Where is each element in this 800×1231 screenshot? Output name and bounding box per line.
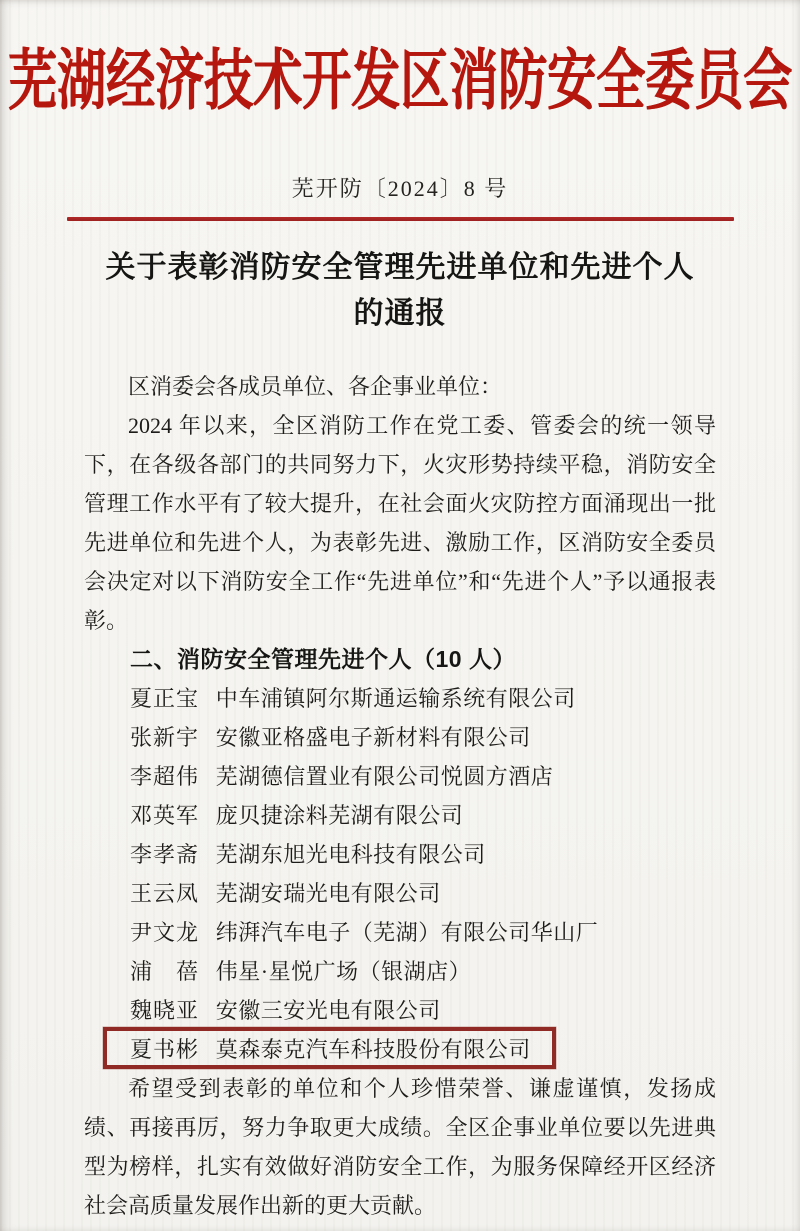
awardee-company: 中车浦镇阿尔斯通运输系统有限公司 (215, 686, 576, 711)
awardee-name: 邓英军 (130, 803, 200, 828)
awardee-list (84, 679, 716, 1069)
red-rule-divider (67, 217, 734, 221)
document-number: 芜开防〔2024〕8 号 (291, 176, 509, 201)
awardee-name: 李孝斋 (130, 842, 200, 867)
awardee-row (130, 952, 471, 991)
awardee-company: 芜湖安瑞光电有限公司 (215, 881, 441, 906)
awardee-row (130, 991, 441, 1030)
awardee-row (130, 796, 463, 835)
awardee-company: 芜湖东旭光电科技有限公司 (215, 842, 486, 867)
awardee-row (130, 874, 441, 913)
awardee-name: 魏晓亚 (130, 998, 200, 1023)
awardee-row (130, 679, 576, 718)
notice-title-line2: 的通报 (353, 297, 447, 330)
salutation: 区消委会各成员单位、各企事业单位： (128, 374, 503, 399)
letterhead-title: 芜湖经济技术开发区消防安全委员会 (7, 43, 792, 118)
awardee-company: 伟星·星悦广场（银湖店） (215, 959, 472, 984)
awardee-company: 庞贝捷涂料芜湖有限公司 (215, 803, 464, 828)
awardee-name: 浦 蓓 (130, 959, 200, 984)
awardee-company: 纬湃汽车电子（芜湖）有限公司华山厂 (215, 920, 599, 945)
awardee-row (130, 718, 531, 757)
notice-title-line1: 关于表彰消防安全管理先进单位和先进个人 (105, 251, 695, 284)
notice-title (0, 245, 800, 337)
awardee-row-highlighted (130, 1030, 531, 1069)
awardee-company: 芜湖德信置业有限公司悦圆方酒店 (215, 764, 554, 789)
awardee-name: 张新宇 (130, 725, 200, 750)
awardee-name: 王云凤 (130, 881, 200, 906)
awardee-company: 安徽三安光电有限公司 (215, 998, 441, 1023)
awardee-company: 莫森泰克汽车科技股份有限公司 (215, 1037, 531, 1062)
awardee-company: 安徽亚格盛电子新材料有限公司 (215, 725, 531, 750)
letterhead (0, 26, 800, 126)
awardee-row (130, 913, 598, 952)
awardee-row (130, 757, 553, 796)
awardee-name: 李超伟 (130, 764, 200, 789)
awardee-name: 夏书彬 (130, 1037, 200, 1062)
awardee-row (130, 835, 486, 874)
intro-paragraph: 2024 年以来，全区消防工作在党工委、管委会的统一领导下，在各级各部门的共同努力下，火灾形势持续平稳，消防安全管理工作水平有了较大提升，在社会面火灾防控方面涌现出一批先进单位和先进个人，为表彰先进、激励工作，区消防安全委员会决定对以下消防安全工作“先进单位”和“先进个人”予以通报表彰。 (84, 413, 716, 633)
awardee-name: 尹文龙 (130, 920, 200, 945)
awardee-name: 夏正宝 (130, 686, 200, 711)
section-heading: 二、消防安全管理先进个人（10 人） (130, 646, 516, 672)
document-body (0, 367, 800, 1225)
closing-paragraph: 希望受到表彰的单位和个人珍惜荣誉、谦虚谨慎，发扬成绩、再接再厉，努力争取更大成绩。全区企事业单位要以先进典型为榜样，扎实有效做好消防安全工作，为服务保障经开区经济社会高质量发展作出新的更大贡献。 (84, 1076, 716, 1218)
